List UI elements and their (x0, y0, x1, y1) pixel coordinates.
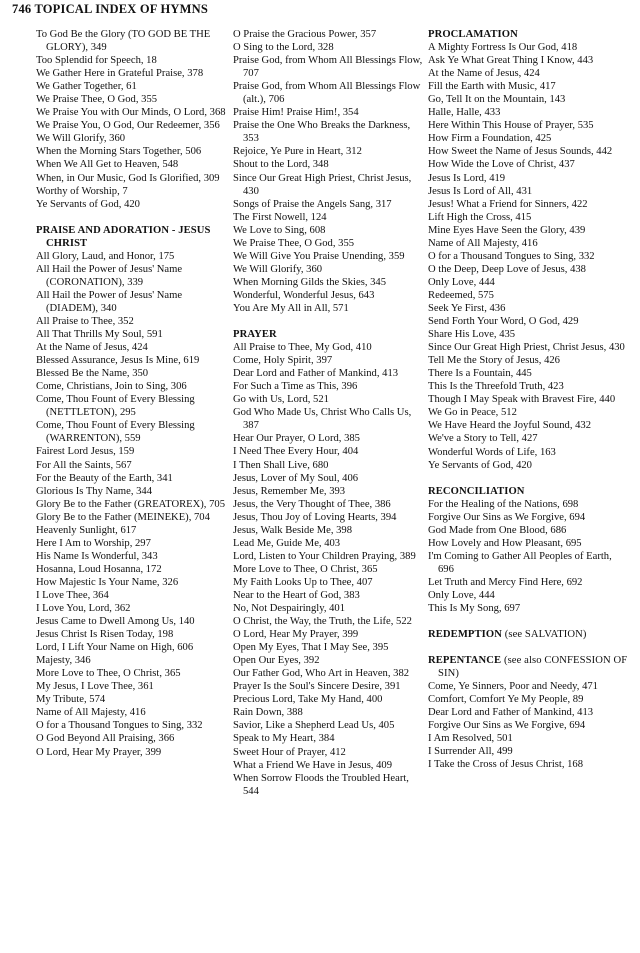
topic-heading-text: PRAISE AND ADORATION - JESUS CHRIST (36, 224, 211, 249)
hymn-entry: Hosanna, Loud Hosanna, 172 (36, 563, 162, 575)
hymn-entry: For the Beauty of the Earth, 341 (36, 472, 173, 484)
hymn-entry: Name of All Majesty, 416 (36, 707, 146, 719)
hymn-entry: Since Our Great High Priest, Christ Jesus, 430 (233, 172, 412, 197)
hymn-entry: Fill the Earth with Music, 417 (428, 81, 556, 93)
hymn-entry: We Will Give You Praise Unending, 359 (233, 250, 405, 262)
hymn-entry: O Christ, the Way, the Truth, the Life, 522 (233, 616, 412, 628)
hymn-entry: My Faith Looks Up to Thee, 407 (233, 576, 373, 588)
topic-heading-text: PROCLAMATION (428, 29, 518, 40)
hymn-entry: My Jesus, I Love Thee, 361 (36, 681, 154, 693)
hymn-entry: Dear Lord and Father of Mankind, 413 (233, 368, 399, 380)
hymn-entry: You Are My All in All, 571 (233, 302, 349, 314)
hymn-entry: Sweet Hour of Prayer, 412 (233, 746, 346, 758)
topic-heading (428, 28, 628, 41)
hymn-entry: All Praise to Thee, My God, 410 (233, 342, 372, 354)
hymn-entry: O Praise the Gracious Power, 357 (233, 29, 377, 40)
hymn-entry: At the Name of Jesus, 424 (428, 68, 540, 80)
hymn-entry: O for a Thousand Tongues to Sing, 332 (36, 720, 203, 732)
hymn-entry: Too Splendid for Speech, 18 (36, 55, 157, 67)
hymn-entry: Send Forth Your Word, O God, 429 (428, 316, 579, 328)
hymn-entry: Jesus, Remember Me, 393 (233, 485, 346, 497)
hymn-entry: Jesus, the Very Thought of Thee, 386 (233, 498, 391, 510)
topic-heading-note: (see also CONFESSION OF SIN) (438, 655, 628, 680)
hymn-entry: Lift High the Cross, 415 (428, 211, 532, 223)
hymn-entry: Share His Love, 435 (428, 329, 516, 341)
topic-heading-note: (see SALVATION) (501, 629, 587, 641)
hymn-entry: Forgive Our Sins as We Forgive, 694 (428, 720, 586, 732)
hymn-entry: For the Healing of the Nations, 698 (428, 498, 579, 510)
hymn-entry: I Love You, Lord, 362 (36, 603, 131, 615)
hymn-entry: Come, Thou Fount of Every Blessing (NETTLETON), 295 (36, 394, 195, 419)
topic-heading-text: PRAYER (233, 329, 277, 341)
hymn-entry: Hear Our Prayer, O Lord, 385 (233, 433, 360, 445)
topic-heading (233, 328, 425, 341)
hymn-entry: Jesus! What a Friend for Sinners, 422 (428, 198, 588, 210)
hymn-entry: Jesus, Thou Joy of Loving Hearts, 394 (233, 511, 397, 523)
hymn-entry: Come, Holy Spirit, 397 (233, 355, 333, 367)
hymn-entry: We Go in Peace, 512 (428, 407, 517, 419)
index-column-2 (233, 28, 425, 798)
hymn-entry: Go, Tell It on the Mountain, 143 (428, 94, 566, 106)
hymn-entry: Near to the Heart of God, 383 (233, 589, 360, 601)
topic-heading (428, 485, 628, 498)
hymn-entry: Forgive Our Sins as We Forgive, 694 (428, 511, 586, 523)
hymn-entry: Ask Ye What Great Thing I Know, 443 (428, 55, 594, 67)
hymn-entry: When, in Our Music, God Is Glorified, 309 (36, 172, 220, 184)
hymn-entry: All Glory, Laud, and Honor, 175 (36, 250, 175, 262)
hymn-entry: Open Our Eyes, 392 (233, 655, 320, 667)
hymn-entry: Praise God, from Whom All Blessings Flow (alt.), 706 (233, 81, 421, 106)
hymn-entry: Jesus, Lover of My Soul, 406 (233, 472, 359, 484)
hymn-entry: Songs of Praise the Angels Sang, 317 (233, 198, 392, 210)
hymn-entry: Ye Servants of God, 420 (36, 198, 140, 210)
hymn-entry: Wonderful Words of Life, 163 (428, 446, 556, 458)
hymn-entry: Glory Be to the Father (MEINEKE), 704 (36, 511, 210, 523)
hymn-entry: His Name Is Wonderful, 343 (36, 550, 158, 562)
hymn-entry: Blessed Be the Name, 350 (36, 368, 149, 380)
hymn-entry: O Lord, Hear My Prayer, 399 (233, 629, 359, 641)
hymn-entry: Redeemed, 575 (428, 289, 494, 301)
hymn-entry: Come, Ye Sinners, Poor and Needy, 471 (428, 681, 598, 693)
hymn-entry: O the Deep, Deep Love of Jesus, 438 (428, 263, 586, 275)
hymn-entry: Fairest Lord Jesus, 159 (36, 446, 135, 458)
hymn-entry: Ye Servants of God, 420 (428, 459, 532, 471)
hymn-entry: How Sweet the Name of Jesus Sounds, 442 (428, 146, 613, 158)
hymn-entry: Halle, Halle, 433 (428, 107, 501, 119)
hymn-entry: Lord, Listen to Your Children Praying, 389 (233, 550, 416, 562)
hymn-entry: All Praise to Thee, 352 (36, 315, 134, 327)
hymn-entry: All Hail the Power of Jesus' Name (CORONATION), 339 (36, 263, 183, 288)
hymn-entry: Dear Lord and Father of Mankind, 413 (428, 707, 594, 719)
hymn-entry: O Lord, Hear My Prayer, 399 (36, 746, 162, 758)
hymn-entry: Majesty, 346 (36, 655, 91, 667)
hymn-entry: For All the Saints, 567 (36, 459, 132, 471)
hymn-entry: Praise the One Who Breaks the Darkness, 353 (233, 120, 411, 145)
hymn-entry: I Need Thee Every Hour, 404 (233, 446, 359, 458)
index-column-3 (428, 28, 628, 772)
hymn-entry: Name of All Majesty, 416 (428, 237, 538, 249)
hymn-entry: We Praise Thee, O God, 355 (36, 94, 158, 106)
topic-heading-text: RECONCILIATION (428, 485, 525, 497)
hymn-entry: Jesus Came to Dwell Among Us, 140 (36, 616, 195, 628)
hymn-entry: Go with Us, Lord, 521 (233, 394, 329, 406)
hymn-entry: This Is My Song, 697 (428, 603, 521, 615)
hymn-entry: All That Thrills My Soul, 591 (36, 329, 163, 341)
hymn-entry: God Who Made Us, Christ Who Calls Us, 387 (233, 407, 412, 432)
hymn-entry: Only Love, 444 (428, 589, 495, 601)
hymn-entry: Only Love, 444 (428, 276, 495, 288)
hymn-entry: Glorious Is Thy Name, 344 (36, 485, 153, 497)
hymn-entry: We Have Heard the Joyful Sound, 432 (428, 420, 592, 432)
hymn-entry: O God Beyond All Praising, 366 (36, 733, 175, 745)
hymn-entry: Wonderful, Wonderful Jesus, 643 (233, 289, 375, 301)
hymn-entry: Rejoice, Ye Pure in Heart, 312 (233, 146, 362, 158)
hymn-entry: Heavenly Sunlight, 617 (36, 524, 137, 536)
hymn-entry: All Hail the Power of Jesus' Name (DIADEM), 340 (36, 289, 183, 314)
hymn-entry: We Love to Sing, 608 (233, 224, 326, 236)
hymn-entry: I Am Resolved, 501 (428, 733, 513, 745)
hymn-entry: What a Friend We Have in Jesus, 409 (233, 759, 392, 771)
hymn-entry: No, Not Despairingly, 401 (233, 603, 346, 615)
hymn-entry: Here Within This House of Prayer, 535 (428, 120, 594, 132)
hymn-entry: We Gather Here in Grateful Praise, 378 (36, 68, 204, 80)
hymn-entry: Since Our Great High Priest, Christ Jesus, 430 (428, 342, 625, 354)
hymn-entry: Come, Christians, Join to Sing, 306 (36, 381, 187, 393)
hymn-entry: How Firm a Foundation, 425 (428, 133, 552, 145)
hymn-entry: Tell Me the Story of Jesus, 426 (428, 355, 560, 367)
hymn-entry: More Love to Thee, O Christ, 365 (36, 668, 181, 680)
page-header: 746 TOPICAL INDEX OF HYMNS (12, 2, 208, 16)
hymn-entry: We Will Glorify, 360 (36, 133, 126, 145)
hymn-entry: Rain Down, 388 (233, 707, 303, 719)
hymn-entry: Praise God, from Whom All Blessings Flow, 707 (233, 55, 423, 80)
hymn-entry: We Praise You with Our Minds, O Lord, 368 (36, 107, 226, 119)
hymn-entry: There Is a Fountain, 445 (428, 368, 532, 380)
hymn-entry: Glory Be to the Father (GREATOREX), 705 (36, 498, 225, 510)
hymn-entry: Worthy of Worship, 7 (36, 185, 128, 197)
hymn-entry: Shout to the Lord, 348 (233, 159, 329, 171)
hymn-entry: When the Morning Stars Together, 506 (36, 146, 202, 158)
hymn-entry: Let Truth and Mercy Find Here, 692 (428, 576, 583, 588)
hymn-entry: Jesus, Walk Beside Me, 398 (233, 524, 353, 536)
hymn-entry: Here I Am to Worship, 297 (36, 537, 151, 549)
hymn-entry: Mine Eyes Have Seen the Glory, 439 (428, 224, 586, 236)
hymn-entry: We Praise Thee, O God, 355 (233, 237, 355, 249)
hymn-entry: Blessed Assurance, Jesus Is Mine, 619 (36, 355, 200, 367)
hymn-entry: Lord, I Lift Your Name on High, 606 (36, 642, 194, 654)
hymn-entry: Jesus Is Lord, 419 (428, 172, 506, 184)
hymn-entry: I Then Shall Live, 680 (233, 459, 329, 471)
hymn-entry: To God Be the Glory (TO GOD BE THE GLORY), 349 (36, 29, 211, 54)
hymn-entry: We Gather Together, 61 (36, 81, 137, 93)
hymn-entry: Jesus Christ Is Risen Today, 198 (36, 629, 174, 641)
hymn-entry: Seek Ye First, 436 (428, 302, 506, 314)
hymn-entry: Come, Thou Fount of Every Blessing (WARRENTON), 559 (36, 420, 195, 445)
hymn-entry: When Sorrow Floods the Troubled Heart, 544 (233, 772, 409, 797)
topic-heading-text: REPENTANCE (428, 655, 502, 667)
hymn-entry: I Love Thee, 364 (36, 589, 109, 601)
hymn-entry: I'm Coming to Gather All Peoples of Earth, 696 (428, 550, 612, 575)
hymn-entry: Our Father God, Who Art in Heaven, 382 (233, 668, 410, 680)
hymn-entry: Open My Eyes, That I May See, 395 (233, 642, 389, 654)
topic-heading (36, 224, 228, 250)
hymn-entry: I Surrender All, 499 (428, 746, 513, 758)
hymn-entry: Speak to My Heart, 384 (233, 733, 335, 745)
topic-heading (428, 628, 628, 641)
hymn-entry: Though I May Speak with Bravest Fire, 440 (428, 394, 616, 406)
hymn-entry: Prayer Is the Soul's Sincere Desire, 391 (233, 681, 401, 693)
hymn-entry: When Morning Gilds the Skies, 345 (233, 276, 387, 288)
hymn-entry: How Majestic Is Your Name, 326 (36, 576, 179, 588)
hymn-entry: God Made from One Blood, 686 (428, 524, 567, 536)
hymn-entry: How Lovely and How Pleasant, 695 (428, 537, 582, 549)
hymn-entry: How Wide the Love of Christ, 437 (428, 159, 575, 171)
hymn-entry: Precious Lord, Take My Hand, 400 (233, 694, 383, 706)
hymn-entry: Praise Him! Praise Him!, 354 (233, 107, 359, 119)
hymn-entry: My Tribute, 574 (36, 694, 106, 706)
hymn-entry: O for a Thousand Tongues to Sing, 332 (428, 250, 595, 262)
hymn-entry: We Will Glorify, 360 (233, 263, 323, 275)
hymn-entry: I Take the Cross of Jesus Christ, 168 (428, 759, 584, 771)
hymn-entry: Savior, Like a Shepherd Lead Us, 405 (233, 720, 395, 732)
hymn-entry: O Sing to the Lord, 328 (233, 42, 334, 54)
hymn-entry: A Mighty Fortress Is Our God, 418 (428, 42, 578, 54)
hymn-entry: When We All Get to Heaven, 548 (36, 159, 179, 171)
hymn-entry: Comfort, Comfort Ye My People, 89 (428, 694, 584, 706)
topic-heading-text: REDEMPTION (428, 629, 502, 641)
hymn-entry: We've a Story to Tell, 427 (428, 433, 538, 445)
hymn-entry: This Is the Threefold Truth, 423 (428, 381, 564, 393)
hymn-entry: We Praise You, O God, Our Redeemer, 356 (36, 120, 220, 132)
hymn-entry: For Such a Time as This, 396 (233, 381, 358, 393)
hymn-entry: Lead Me, Guide Me, 403 (233, 537, 341, 549)
hymn-entry: At the Name of Jesus, 424 (36, 342, 148, 354)
index-column-1 (36, 28, 228, 759)
hymn-entry: Jesus Is Lord of All, 431 (428, 185, 533, 197)
hymn-entry: More Love to Thee, O Christ, 365 (233, 563, 378, 575)
hymn-entry: The First Nowell, 124 (233, 211, 327, 223)
topic-heading (428, 654, 628, 680)
